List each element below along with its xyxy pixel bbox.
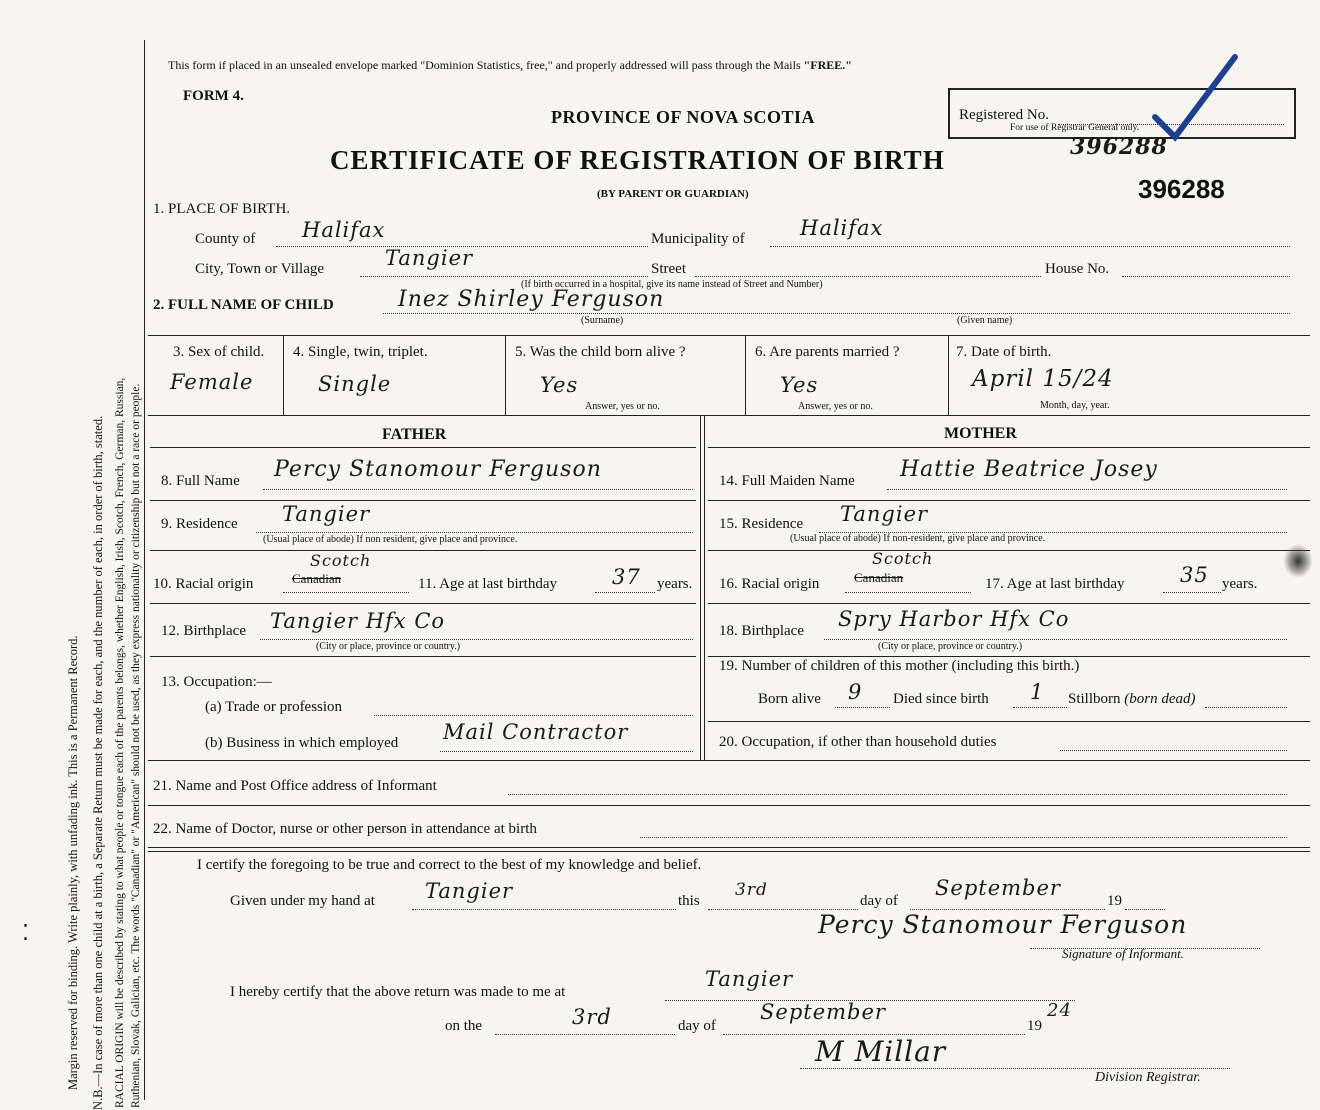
given-under-label: Given under my hand at bbox=[230, 893, 375, 909]
registrar-signature-line bbox=[800, 1068, 1230, 1069]
mother-heading: MOTHER bbox=[944, 425, 1017, 442]
doctor-line bbox=[640, 837, 1287, 838]
father-residence-label: 9. Residence bbox=[161, 516, 238, 532]
informant-signature-label: Signature of Informant. bbox=[1062, 946, 1184, 961]
municipality-value[interactable]: Halifax bbox=[800, 216, 884, 240]
occupation-label: 13. Occupation:— bbox=[161, 674, 272, 690]
date-of-birth-note: Month, day, year. bbox=[1040, 400, 1110, 411]
born-alive-value[interactable]: Yes bbox=[540, 373, 579, 397]
this-value[interactable]: 3rd bbox=[735, 880, 768, 900]
margin-note-racial-origin-2: Ruthenian, Slovak, Galician, etc. The words "Canadian" or "American" should not be used, as they express nationality or citizenship but not a race or people. bbox=[130, 383, 142, 1108]
registrar-place-value[interactable]: Tangier bbox=[705, 967, 794, 991]
mother-birthplace-line bbox=[824, 639, 1287, 640]
province-heading: PROVINCE OF NOVA SCOTIA bbox=[551, 107, 816, 127]
born-alive-label: 5. Was the child born alive ? bbox=[515, 344, 686, 360]
mother-heading-rule bbox=[708, 447, 1310, 448]
margin-note-multiple-births: N.B.—In case of more than one child at a birth, a Separate Return must be made for each, and the number of each, in order of birth, stated. bbox=[91, 415, 105, 1110]
mother-birthplace-value[interactable]: Spry Harbor Hfx Co bbox=[838, 607, 1070, 631]
place-of-birth-heading: 1. PLACE OF BIRTH. bbox=[153, 201, 291, 217]
sex-label: 3. Sex of child. bbox=[173, 344, 265, 360]
born-alive-count-value[interactable]: 9 bbox=[848, 680, 863, 704]
father-birthplace-line bbox=[260, 639, 693, 640]
father-birthplace-note: (City or place, province or country.) bbox=[316, 641, 461, 652]
parents-married-label: 6. Are parents married ? bbox=[755, 344, 900, 360]
informant-line bbox=[508, 794, 1287, 795]
mother-birthplace-note: (City or place, province or country.) bbox=[878, 641, 1023, 652]
mother-racial-value[interactable]: Scotch bbox=[872, 549, 934, 568]
street-label: Street bbox=[651, 261, 686, 277]
born-alive-note: Answer, yes or no. bbox=[585, 401, 660, 412]
given-place-value[interactable]: Tangier bbox=[425, 879, 514, 903]
mother-name-label: 14. Full Maiden Name bbox=[719, 473, 855, 489]
on-the-label: on the bbox=[445, 1018, 483, 1034]
mother-age-unit: years. bbox=[1222, 576, 1258, 592]
father-racial-line bbox=[283, 592, 409, 593]
street-line bbox=[695, 276, 1041, 277]
margin-border bbox=[144, 40, 145, 1100]
registrar-label: Division Registrar. bbox=[1095, 1070, 1201, 1085]
certificate-subtitle: (BY PARENT OR GUARDIAN) bbox=[597, 188, 749, 200]
house-number-line bbox=[1122, 276, 1290, 277]
margin-note-racial-origin: RACIAL ORIGIN will be described by stating to what people or tongue each of the parents belongs, whether English, Irish, Scotch, French, German, Russian, bbox=[114, 377, 126, 1108]
registered-label: Registered No. bbox=[959, 107, 1049, 123]
father-residence-value[interactable]: Tangier bbox=[282, 502, 371, 526]
children-count-label: 19. Number of children of this mother (including this birth.) bbox=[719, 658, 1080, 674]
informant-rule bbox=[148, 805, 1310, 806]
mother-age-label: 17. Age at last birthday bbox=[985, 576, 1125, 592]
sex-value[interactable]: Female bbox=[170, 370, 254, 394]
given-place-line bbox=[412, 909, 676, 910]
father-age-unit: years. bbox=[657, 576, 693, 592]
free-mail-notice: This form if placed in an unsealed envelope marked "Dominion Statistics, free," and properly addressed will pass through the Mails "FREE." bbox=[168, 58, 852, 72]
row-divider-top bbox=[148, 335, 1310, 336]
father-age-line bbox=[595, 592, 655, 593]
died-value[interactable]: 1 bbox=[1030, 680, 1045, 704]
city-line bbox=[360, 276, 648, 277]
father-racial-struck: Canadian bbox=[292, 571, 342, 586]
cell-divider-2 bbox=[505, 335, 506, 415]
mother-residence-note: (Usual place of abode) If non-resident, give place and province. bbox=[790, 533, 1046, 544]
cell-divider-1 bbox=[283, 335, 284, 415]
father-heading: FATHER bbox=[382, 426, 447, 443]
registrar-month-value[interactable]: September bbox=[760, 1000, 886, 1024]
father-birthplace-value[interactable]: Tangier Hfx Co bbox=[270, 609, 446, 633]
multiplicity-label: 4. Single, twin, triplet. bbox=[293, 344, 428, 360]
day-of-label: day of bbox=[860, 893, 898, 909]
father-residence-note: (Usual place of abode) If non resident, give place and province. bbox=[263, 534, 518, 545]
father-name-label: 8. Full Name bbox=[161, 473, 240, 489]
child-name-line bbox=[383, 313, 1290, 314]
father-row-rule-3 bbox=[150, 603, 696, 604]
certification-rule-1 bbox=[148, 847, 1310, 848]
business-line bbox=[440, 751, 693, 752]
stillborn-line bbox=[1205, 707, 1287, 708]
row-divider-bottom bbox=[148, 415, 1310, 416]
mother-row-rule-3 bbox=[708, 603, 1310, 604]
county-label: County of bbox=[195, 231, 256, 247]
mother-residence-label: 15. Residence bbox=[719, 516, 804, 532]
registration-number-stamped: 396288 bbox=[1138, 174, 1225, 204]
mother-residence-value[interactable]: Tangier bbox=[840, 502, 929, 526]
municipality-label: Municipality of bbox=[651, 231, 745, 247]
form-number: FORM 4. bbox=[183, 88, 244, 104]
certification-rule-2 bbox=[148, 851, 1310, 852]
registrar-year-value[interactable]: 24 bbox=[1047, 1000, 1072, 1021]
mother-racial-struck: Canadian bbox=[854, 570, 904, 585]
father-name-value[interactable]: Percy Stanomour Ferguson bbox=[274, 457, 602, 482]
mother-age-value[interactable]: 35 bbox=[1180, 563, 1209, 587]
cell-divider-3 bbox=[745, 335, 746, 415]
mother-row-rule-1 bbox=[708, 500, 1310, 501]
father-racial-value[interactable]: Scotch bbox=[310, 551, 372, 570]
father-row-rule-1 bbox=[150, 500, 696, 501]
mother-occupation-line bbox=[1060, 750, 1287, 751]
street-note: (If birth occurred in a hospital, give its name instead of Street and Number) bbox=[521, 279, 823, 290]
informant-signature: Percy Stanomour Ferguson bbox=[818, 910, 1188, 939]
parent-column-divider-2 bbox=[704, 415, 705, 760]
parents-bottom-divider bbox=[148, 760, 1310, 761]
registrar-year-prefix: 19 bbox=[1027, 1018, 1042, 1034]
died-line bbox=[1013, 707, 1067, 708]
business-label: (b) Business in which employed bbox=[205, 735, 399, 751]
certificate-title: CERTIFICATE OF REGISTRATION OF BIRTH bbox=[330, 145, 945, 175]
father-row-rule-2 bbox=[150, 550, 696, 551]
father-residence-line bbox=[256, 532, 693, 533]
died-label: Died since birth bbox=[893, 691, 989, 707]
certify-statement: I certify the foregoing to be true and correct to the best of my knowledge and belief. bbox=[197, 857, 702, 873]
born-alive-count-line bbox=[835, 707, 890, 708]
informant-label: 21. Name and Post Office address of Informant bbox=[153, 778, 437, 794]
city-label: City, Town or Village bbox=[195, 261, 325, 277]
registrar-signature: M Millar bbox=[815, 1035, 947, 1068]
father-birthplace-label: 12. Birthplace bbox=[161, 623, 246, 639]
father-name-line bbox=[263, 489, 693, 490]
given-name-note: (Given name) bbox=[957, 315, 1013, 326]
date-of-birth-label: 7. Date of birth. bbox=[956, 344, 1052, 360]
mother-age-line bbox=[1163, 592, 1221, 593]
margin-instructions: Margin reserved for binding. Write plainly, with unfading ink. This is a Permanent Record. bbox=[66, 635, 80, 1090]
mother-occupation-label: 20. Occupation, if other than household duties bbox=[719, 734, 997, 750]
registration-number-handwritten: 396288 bbox=[1070, 134, 1168, 160]
municipality-line bbox=[770, 246, 1290, 247]
stillborn-label: Stillborn (born dead) bbox=[1068, 691, 1196, 707]
house-number-label: House No. bbox=[1045, 261, 1110, 277]
registrar-day-of-label: day of bbox=[678, 1018, 716, 1034]
surname-note: (Surname) bbox=[581, 315, 624, 326]
father-age-value[interactable]: 37 bbox=[612, 565, 641, 589]
mother-name-line bbox=[887, 489, 1287, 490]
ink-smudge bbox=[1283, 544, 1313, 578]
county-value[interactable]: Halifax bbox=[302, 218, 386, 242]
father-heading-rule bbox=[150, 447, 696, 448]
trade-line bbox=[374, 715, 693, 716]
parent-column-divider bbox=[700, 415, 701, 760]
mother-birthplace-label: 18. Birthplace bbox=[719, 623, 804, 639]
born-alive-count-label: Born alive bbox=[758, 691, 821, 707]
parents-married-note: Answer, yes or no. bbox=[798, 401, 873, 412]
mother-racial-label: 16. Racial origin bbox=[719, 576, 820, 592]
father-row-rule-4 bbox=[150, 656, 696, 657]
parents-married-value[interactable]: Yes bbox=[780, 373, 819, 397]
city-value[interactable]: Tangier bbox=[385, 246, 474, 270]
father-age-label: 11. Age at last birthday bbox=[418, 576, 557, 592]
mother-racial-line bbox=[845, 592, 971, 593]
mother-row-rule-4 bbox=[708, 656, 1310, 657]
on-the-line bbox=[495, 1034, 675, 1035]
mother-row-rule-2 bbox=[708, 550, 1310, 551]
mother-name-value[interactable]: Hattie Beatrice Josey bbox=[900, 457, 1158, 482]
child-name-label: 2. FULL NAME OF CHILD bbox=[153, 297, 334, 313]
binding-hole-mark: ⁚ bbox=[22, 920, 29, 945]
mother-row-rule-5 bbox=[708, 721, 1310, 722]
trade-label: (a) Trade or profession bbox=[205, 699, 343, 715]
year-prefix: 19 bbox=[1107, 893, 1122, 909]
multiplicity-value[interactable]: Single bbox=[318, 372, 392, 396]
cell-divider-4 bbox=[948, 335, 949, 415]
registrar-statement: I hereby certify that the above return was made to me at bbox=[230, 984, 566, 1000]
on-the-value[interactable]: 3rd bbox=[572, 1005, 612, 1029]
father-racial-label: 10. Racial origin bbox=[153, 576, 254, 592]
doctor-label: 22. Name of Doctor, nurse or other person in attendance at birth bbox=[153, 821, 537, 837]
registered-number-box bbox=[948, 88, 1296, 139]
day-of-value[interactable]: September bbox=[935, 876, 1061, 900]
child-name-value[interactable]: Inez Shirley Ferguson bbox=[398, 287, 665, 312]
business-value[interactable]: Mail Contractor bbox=[443, 720, 629, 744]
registered-note: For use of Registrar General only. bbox=[1010, 123, 1140, 133]
this-label: this bbox=[678, 893, 700, 909]
date-of-birth-value[interactable]: April 15/24 bbox=[972, 366, 1114, 392]
